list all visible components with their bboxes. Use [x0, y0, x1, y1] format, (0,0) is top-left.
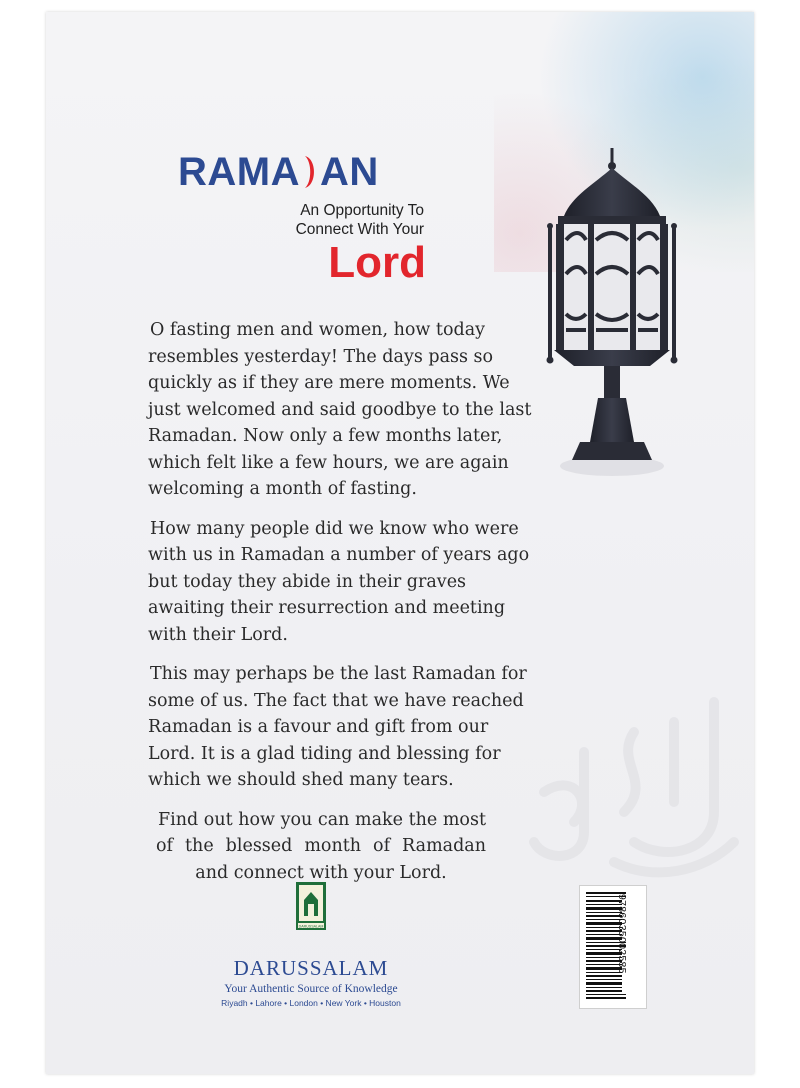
subtitle-line-2: Connect With Your — [295, 221, 424, 238]
barcode — [579, 885, 647, 1009]
book-back-cover — [46, 12, 754, 1074]
subtitle — [178, 201, 424, 239]
title-part-2: AN — [319, 150, 379, 194]
paragraph-1: O fasting men and women, how today resembles yesterday! The days pass so quickly as if they are mere moments. We just welcomed and said goodbye to the last Ramadan. Now only a few months later, which felt like a few hours, we are again welcoming a month of fasting. — [148, 320, 532, 499]
crescent-icon — [301, 155, 319, 189]
publisher-logo-text: DARUSSALAM — [298, 924, 324, 929]
title-block — [178, 149, 428, 286]
paragraph-4: Find out how you can make the most of the blessed month of Ramadan and connect with your Lord. — [156, 809, 486, 883]
publisher-block — [206, 882, 416, 1008]
publisher-cities: Riyadh • Lahore • London • New York • Houston — [221, 998, 401, 1008]
description-text — [148, 317, 536, 899]
calligraphy-watermark-icon — [514, 692, 754, 892]
paragraph-3: This may perhaps be the last Ramadan for some of us. The fact that we have reached Ramadan is a favour and gift from our Lord. It is a glad tiding and blessing for which we should shed many tears. — [148, 664, 527, 790]
publisher-tagline: Your Authentic Source of Knowledge — [224, 983, 398, 995]
subtitle-line-1: An Opportunity To — [300, 202, 424, 219]
lantern-icon — [542, 144, 682, 482]
publisher-logo-icon — [296, 882, 326, 930]
book-title — [178, 149, 428, 195]
title-lord: Lord — [328, 238, 426, 287]
paragraph-2: How many people did we know who were with us in Ramadan a number of years ago but today they abide in their graves awaiting their resurrection and meeting with their Lord. — [148, 518, 530, 645]
title-part-1: RAMA — [178, 150, 300, 194]
isbn-number: 9786035002585 — [616, 894, 628, 974]
publisher-name: DARUSSALAM — [233, 956, 389, 980]
